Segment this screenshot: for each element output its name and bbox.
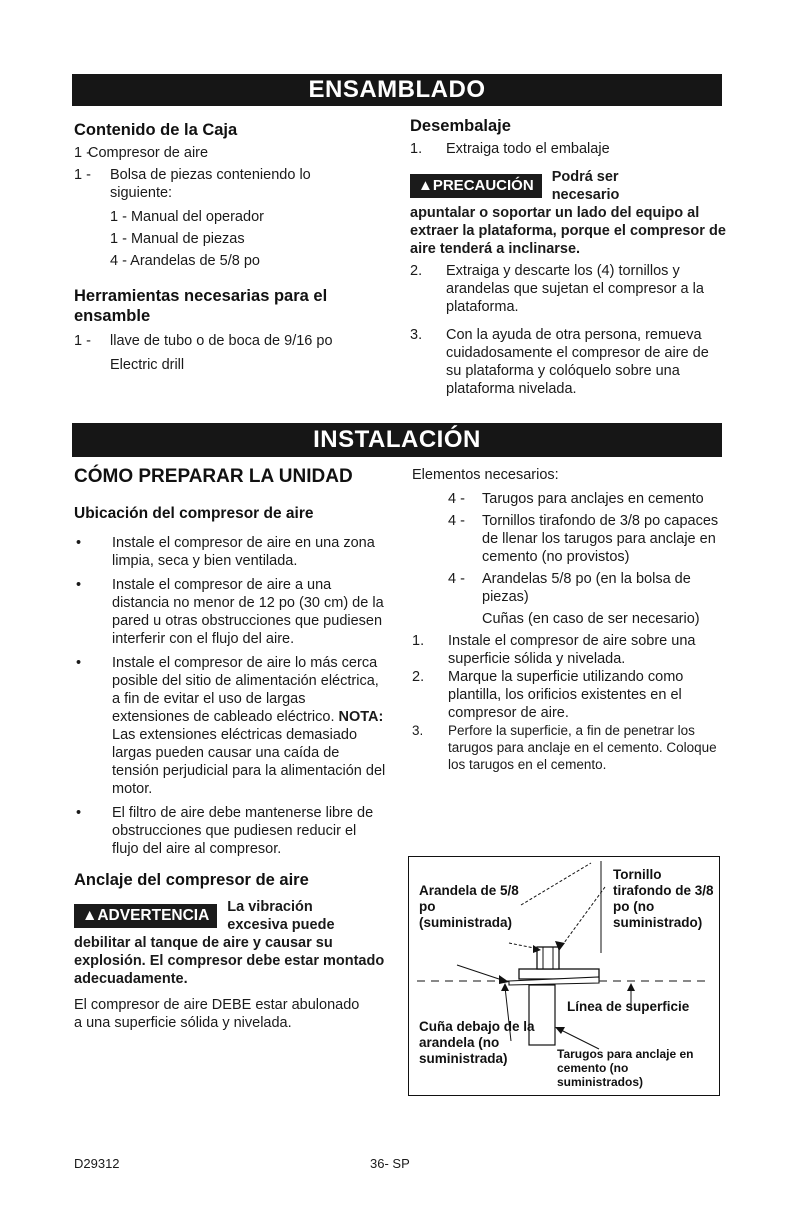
anchoring-diagram xyxy=(408,856,720,1096)
label-tarugos: Tarugos para anclaje en cemento (no suministrados) xyxy=(557,1047,694,1089)
elementos-heading: Elementos necesarios: xyxy=(412,467,559,483)
desembalaje-step-3 xyxy=(410,326,726,398)
advertencia-body: debilitar al tanque de aire y causar su explosión. El compresor debe estar montado adecuadamente. xyxy=(74,935,385,987)
elementos-step-num: 2. xyxy=(412,669,425,685)
ubicacion-bullet-text: Instale el compresor de aire a una distancia no menor de 12 po (30 cm) de la pared u otras obstrucciones que pudiesen interferir con el flujo del aire. xyxy=(112,577,384,647)
elementos-step xyxy=(412,722,724,773)
desembalaje-section xyxy=(410,116,726,398)
elementos-step-text: Instale el compresor de aire sobre una superficie sólida y nivelada. xyxy=(448,633,696,667)
contenido-heading: Contenido de la Caja xyxy=(74,121,238,139)
nota-text: Las extensiones eléctricas demasiado largas pueden causar una caída de tensión perjudicial para la alimentación del motor. xyxy=(112,727,386,797)
elementos-section xyxy=(412,466,724,773)
advertencia-badge: ▲ADVERTENCIA xyxy=(74,904,217,928)
label-tornillo: Tornillo tirafondo de 3/8 po (no suministrado) xyxy=(613,867,714,930)
ubicacion-bullet-text: El filtro de aire debe mantenerse libre de obstrucciones que pudiesen reducir el flujo del aire al compresor. xyxy=(112,805,374,857)
elementos-step xyxy=(412,668,724,722)
desembalaje-step-1 xyxy=(410,140,726,158)
footer-page: 36- SP xyxy=(370,1156,410,1171)
advertencia-box xyxy=(74,898,386,934)
precaucion-box xyxy=(410,168,726,204)
label-cuna: Cuña debajo de la arandela (no suministrada) xyxy=(419,1019,535,1066)
bullet-dot-icon: • xyxy=(76,577,82,593)
ubicacion-bullet xyxy=(74,654,386,798)
elementos-step-num: 3. xyxy=(412,723,424,738)
contenido-item-1-text: Compresor de aire xyxy=(88,145,209,161)
desembalaje-step-2-num: 2. xyxy=(410,263,423,279)
herramientas-extra: Electric drill xyxy=(110,357,185,373)
elementos-item-text: Tarugos para anclajes en cemento xyxy=(482,491,704,507)
herramientas-item-num: 1 - xyxy=(74,333,91,349)
herramientas-item xyxy=(74,332,374,350)
desembalaje-heading: Desembalaje xyxy=(410,117,511,135)
contenido-item-1 xyxy=(74,144,374,162)
elementos-item-num: 4 - xyxy=(448,513,465,529)
ubicacion-heading: Ubicación del compresor de aire xyxy=(74,505,314,522)
elementos-item-num: 4 - xyxy=(448,571,465,587)
bullet-dot-icon: • xyxy=(76,805,82,821)
desembalaje-step-2 xyxy=(410,262,726,316)
banner-instalacion: INSTALACIÓN xyxy=(72,423,722,457)
preparar-heading: CÓMO PREPARAR LA UNIDAD xyxy=(74,466,353,487)
precaucion-body: apuntalar o soportar un lado del equipo al extraer la plataforma, porque el compresor de aire tenderá a inclinarse. xyxy=(410,205,726,257)
desembalaje-step-1-text: Extraiga todo el embalaje xyxy=(446,141,610,157)
contenido-item-2-num: 1 - xyxy=(74,167,91,183)
ubicacion-bullet xyxy=(74,804,386,858)
precaucion-tail: Podrá ser necesario xyxy=(551,169,620,203)
bullet-dot-icon: • xyxy=(76,535,82,551)
contenido-sub-item: 1 - Manual del operador xyxy=(110,209,264,225)
desembalaje-step-1-num: 1. xyxy=(410,141,423,157)
elementos-item-num: 4 - xyxy=(448,491,465,507)
label-arandela: Arandela de 5/8 po (suministrada) xyxy=(419,883,519,930)
nota-label: NOTA: xyxy=(338,709,384,725)
herramientas-heading: Herramientas necesarias para el ensamble xyxy=(74,287,328,325)
elementos-item-text: Arandelas 5/8 po (en la bolsa de piezas) xyxy=(482,571,691,605)
desembalaje-step-3-text: Con la ayuda de otra persona, remueva cuidadosamente el compresor de aire de su plataforma y colóquelo sobre una plataforma nivelada. xyxy=(446,327,709,397)
footer-code: D29312 xyxy=(74,1156,120,1171)
banner-ensamblado: ENSAMBLADO xyxy=(72,74,722,106)
bullet-dot-icon: • xyxy=(76,655,82,671)
contenido-item-2 xyxy=(74,166,374,202)
contenido-item-2-text: Bolsa de piezas conteniendo lo siguiente: xyxy=(110,167,311,201)
advertencia-tail: La vibración excesiva puede xyxy=(227,899,335,933)
elementos-item-text: Cuñas (en caso de ser necesario) xyxy=(482,611,700,627)
preparar-section xyxy=(74,466,386,1032)
ubicacion-bullet xyxy=(74,534,386,570)
contenido-sub-item: 4 - Arandelas de 5/8 po xyxy=(110,253,260,269)
anclaje-text: El compresor de aire DEBE estar abulonado a una superficie sólida y nivelada. xyxy=(74,997,360,1031)
ubicacion-bullet xyxy=(74,576,386,648)
elementos-item-num xyxy=(448,610,482,628)
elementos-item xyxy=(448,512,724,566)
desembalaje-step-3-num: 3. xyxy=(410,327,423,343)
ubicacion-bullet-text: Instale el compresor de aire en una zona limpia, seca y bien ventilada. xyxy=(112,535,375,569)
elementos-step-text: Marque la superficie utilizando como plantilla, los orificios existentes en el compresor de aire. xyxy=(448,669,684,721)
herramientas-item-text: llave de tubo o de boca de 9/16 po xyxy=(110,333,333,349)
desembalaje-step-2-text: Extraiga y descarte los (4) tornillos y arandelas que sujetan el compresor a la plataforma. xyxy=(446,263,704,315)
elementos-step xyxy=(412,632,724,668)
elementos-item xyxy=(448,490,724,508)
precaucion-badge: ▲PRECAUCIÓN xyxy=(410,174,542,198)
contenido-sub-item: 1 - Manual de piezas xyxy=(110,231,245,247)
ubicacion-bullet-text: Instale el compresor de aire lo más cerca posible del sitio de alimentación eléctrica, a fin de evitar el uso de largas extensiones de cableado eléctrico. xyxy=(112,655,379,725)
elementos-item xyxy=(448,570,724,606)
contenido-item-1-num: 1 - xyxy=(74,145,91,161)
label-linea: Línea de superficie xyxy=(567,999,690,1014)
elementos-item-text: Tornillos tirafondo de 3/8 po capaces de llenar los tarugos para anclaje en cemento (no provistos) xyxy=(482,513,719,565)
elementos-step-text: Perfore la superficie, a fin de penetrar los tarugos para anclaje en el cemento. Coloque los tarugos en el cemento. xyxy=(448,723,717,772)
contenido-section xyxy=(74,120,374,374)
elementos-item xyxy=(448,610,724,628)
anclaje-heading: Anclaje del compresor de aire xyxy=(74,871,309,889)
elementos-step-num: 1. xyxy=(412,633,425,649)
bolt-head xyxy=(537,947,559,969)
